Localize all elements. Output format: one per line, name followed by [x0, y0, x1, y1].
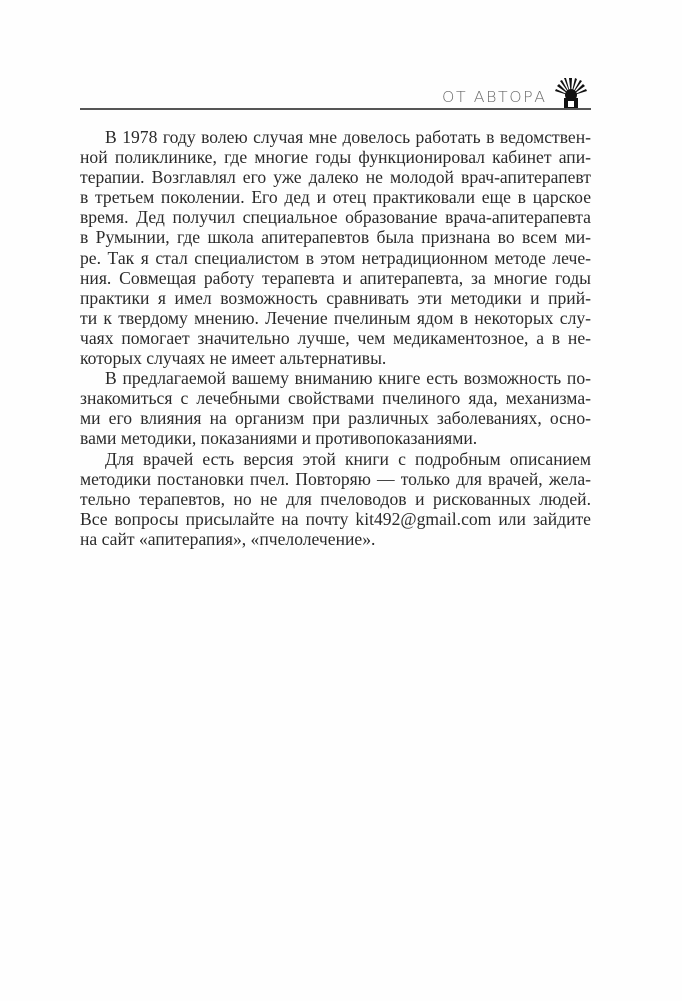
paragraph-1 — [80, 127, 591, 368]
text-line: которых случаях не имеет альтернативы. — [80, 348, 387, 369]
text-line: знакомиться с лечебными свойствами пчелиного яда, механизма- — [80, 388, 591, 409]
palm-fan-ornament-icon — [553, 78, 589, 110]
text-line: Для врачей есть версия этой книги с подробным описанием — [105, 448, 591, 469]
running-head — [80, 76, 591, 110]
text-line: время. Дед получил специальное образование врача-апитерапевта — [80, 207, 591, 228]
running-head-title: ОТ АВТОРА — [442, 88, 547, 106]
text-line: ния. Совмещая работу терапевта и апитерапевта, за многие годы — [80, 267, 591, 288]
body-text — [80, 127, 591, 549]
paragraph-2 — [80, 368, 591, 448]
text-line: ре. Так я стал специалистом в этом нетрадиционном методе лече- — [80, 247, 591, 268]
text-line: ти к твердому мнению. Лечение пчелиным ядом в некоторых слу- — [80, 307, 591, 328]
text-line: В 1978 году волею случая мне довелось работать в ведомствен- — [105, 127, 591, 147]
text-line: практики я имел возможность сравнивать эти методики и прий- — [80, 287, 591, 308]
text-line: ми его влияния на организм при различных заболеваниях, осно- — [80, 408, 591, 429]
text-line: тельно терапевтов, но не для пчеловодов и рискованных людей. — [80, 488, 591, 509]
header-rule — [80, 108, 591, 110]
text-line: на сайт «апитерапия», «пчелолечение». — [80, 528, 376, 549]
text-line: Все вопросы присылайте на почту kit492@gmail.com или зайдите — [80, 508, 591, 529]
text-line: ной поликлинике, где многие годы функционировал кабинет апи- — [80, 147, 591, 168]
text-line: вами методики, показаниями и противопоказаниями. — [80, 428, 478, 449]
text-line: В предлагаемой вашему вниманию книге есть возможность по- — [105, 368, 591, 389]
text-line: в третьем поколении. Его дед и отец практиковали еще в царское — [80, 187, 591, 208]
text-line: чаях помогает значительно лучше, чем медикаментозное, а в не- — [80, 327, 591, 348]
text-line: в Румынии, где школа апитерапевтов была признана во всем ми- — [80, 227, 591, 248]
paragraph-3 — [80, 449, 591, 549]
text-line: методики постановки пчел. Повторяю — только для врачей, жела- — [80, 468, 591, 489]
text-line: терапии. Возглавлял его уже далеко не молодой врач-апитерапевт — [80, 167, 591, 188]
